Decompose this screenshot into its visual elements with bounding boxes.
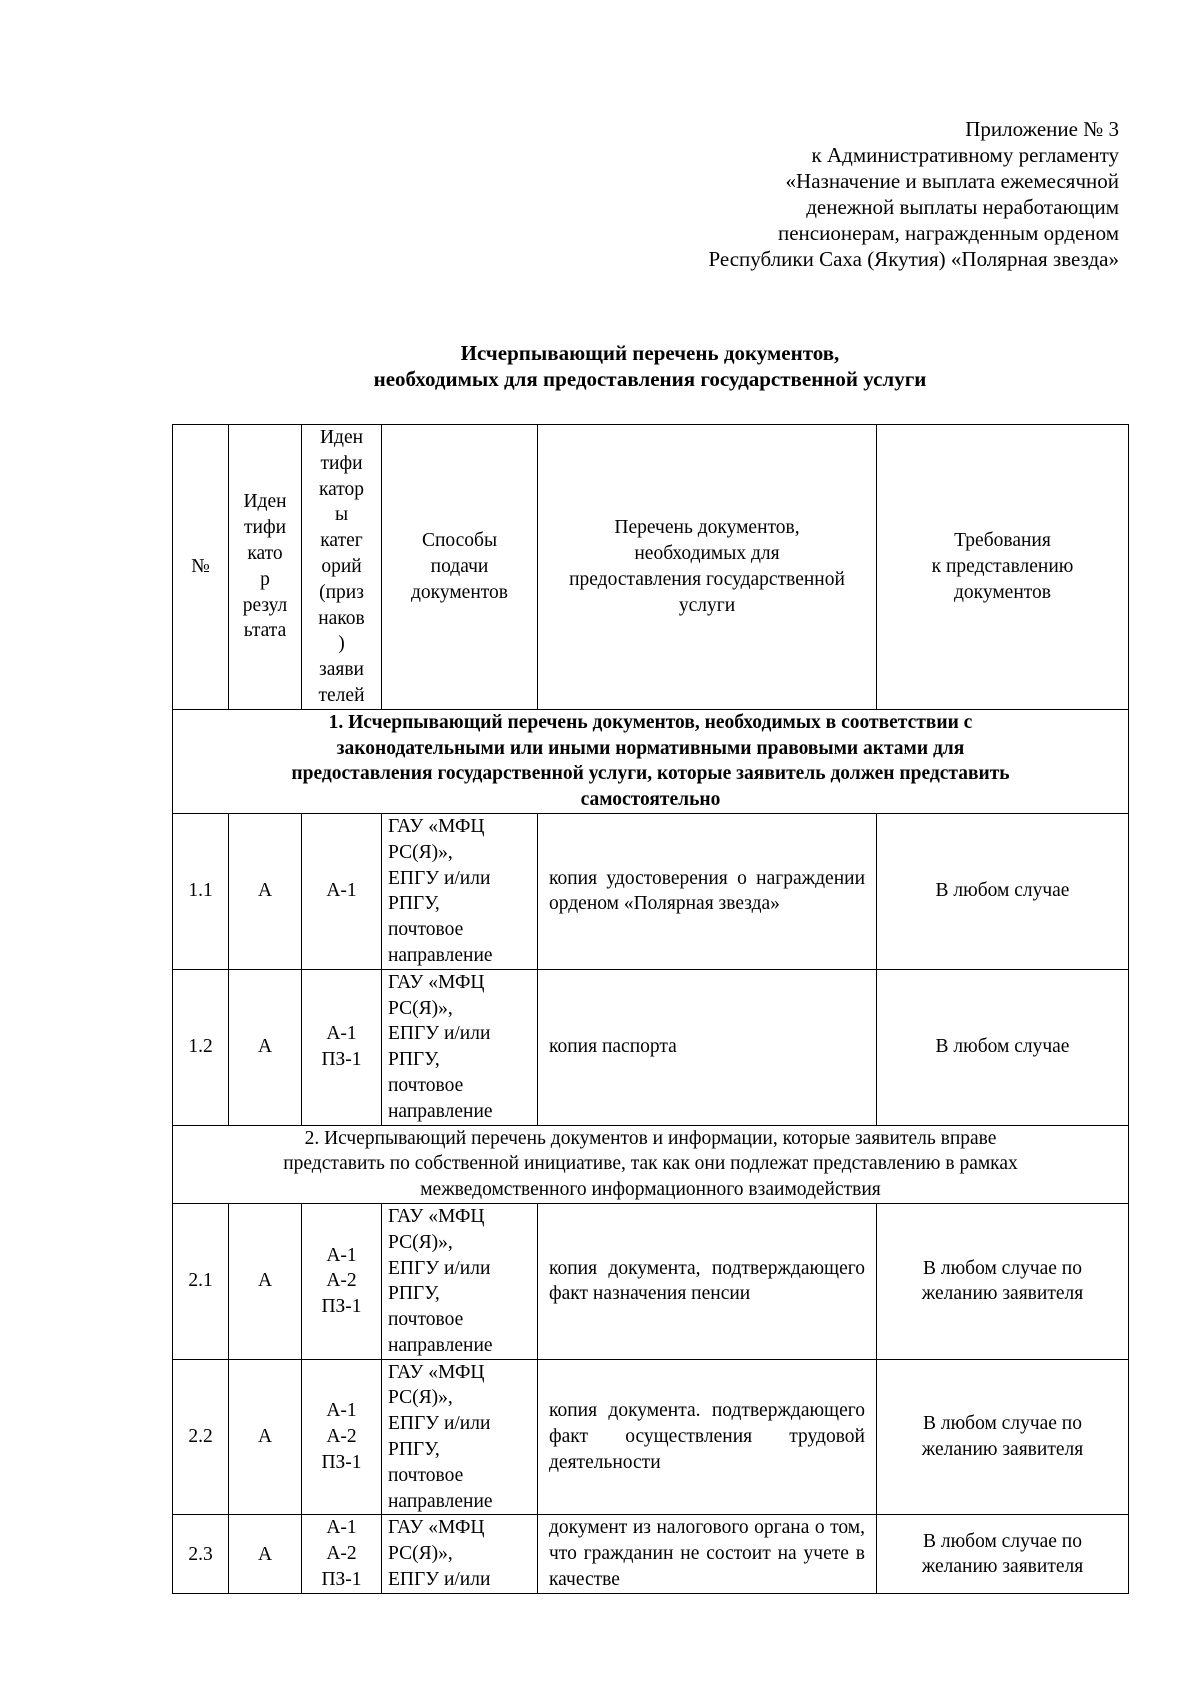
table-row: [173, 969, 1129, 1125]
appendix-line: пенсионерам, награжденным орденом: [777, 221, 1119, 245]
row-methods: ГАУ «МФЦ РС(Я)», ЕПГУ и/или: [382, 1515, 538, 1594]
header-num: №: [173, 425, 229, 710]
row-result-id: А: [229, 1515, 302, 1594]
row-document: копия удостоверения о награждении орденом «Полярная звезда»: [538, 813, 877, 969]
row-requirement: В любом случае: [877, 969, 1129, 1125]
row-category-id: А-1 А-2 ПЗ-1: [302, 1203, 382, 1359]
table-row: [173, 1203, 1129, 1359]
row-requirement: В любом случае по желанию заявителя: [877, 1515, 1129, 1594]
row-category-id: А-1 А-2 ПЗ-1: [302, 1515, 382, 1594]
appendix-line: к Административному регламенту: [811, 143, 1119, 167]
row-num: 1.2: [173, 969, 229, 1125]
header-methods: Способы подачи документов: [382, 425, 538, 710]
table-header-row: [173, 425, 1129, 710]
section-2-title: 2. Исчерпывающий перечень документов и информации, которые заявитель вправе представить по собственной инициативе, так как они подлежат представлению в рамках межведомственного информационного взаимодействия: [173, 1125, 1129, 1203]
row-result-id: А: [229, 813, 302, 969]
header-requirements: Требования к представлению документов: [877, 425, 1129, 710]
row-num: 2.2: [173, 1359, 229, 1515]
appendix-line: Приложение № 3: [965, 117, 1119, 141]
row-methods: ГАУ «МФЦ РС(Я)», ЕПГУ и/или РПГУ, почтовое направление: [382, 1359, 538, 1515]
appendix-line: Республики Саха (Якутия) «Полярная звезда»: [708, 247, 1119, 271]
title-line: необходимых для предоставления государственной услуги: [373, 367, 927, 391]
table-row: [173, 813, 1129, 969]
appendix-line: денежной выплаты неработающим: [806, 195, 1119, 219]
row-document: копия документа, подтверждающего факт назначения пенсии: [538, 1203, 877, 1359]
row-num: 1.1: [173, 813, 229, 969]
document-title: [170, 340, 1130, 392]
header-category-id: Иден тифи катор ы катег орий (приз наков ) заяви телей: [302, 425, 382, 710]
row-result-id: А: [229, 1359, 302, 1515]
row-document: копия паспорта: [538, 969, 877, 1125]
row-category-id: А-1: [302, 813, 382, 969]
section-header-row: [173, 1125, 1129, 1203]
row-num: 2.1: [173, 1203, 229, 1359]
row-document: копия документа. подтверждающего факт осуществления трудовой деятельности: [538, 1359, 877, 1515]
section-header-row: [173, 709, 1129, 813]
row-requirement: В любом случае по желанию заявителя: [877, 1203, 1129, 1359]
title-line: Исчерпывающий перечень документов,: [460, 341, 840, 365]
row-category-id: А-1 ПЗ-1: [302, 969, 382, 1125]
row-methods: ГАУ «МФЦ РС(Я)», ЕПГУ и/или РПГУ, почтовое направление: [382, 969, 538, 1125]
row-requirement: В любом случае по желанию заявителя: [877, 1359, 1129, 1515]
appendix-line: «Назначение и выплата ежемесячной: [785, 169, 1119, 193]
row-methods: ГАУ «МФЦ РС(Я)», ЕПГУ и/или РПГУ, почтовое направление: [382, 1203, 538, 1359]
row-methods: ГАУ «МФЦ РС(Я)», ЕПГУ и/или РПГУ, почтовое направление: [382, 813, 538, 969]
table-row: [173, 1359, 1129, 1515]
section-1-title: 1. Исчерпывающий перечень документов, необходимых в соответствии с законодательными или иными нормативными правовыми актами для предоставления государственной услуги, которые заявитель должен представить самостоятельно: [173, 709, 1129, 813]
table-row: [173, 1515, 1129, 1594]
row-document: документ из налогового органа о том, что гражданин не состоит на учете в качестве: [538, 1515, 877, 1594]
row-result-id: А: [229, 1203, 302, 1359]
row-result-id: А: [229, 969, 302, 1125]
row-category-id: А-1 А-2 ПЗ-1: [302, 1359, 382, 1515]
header-documents: Перечень документов, необходимых для предоставления государственной услуги: [538, 425, 877, 710]
appendix-reference: [708, 116, 1119, 272]
row-num: 2.3: [173, 1515, 229, 1594]
header-result-id: Иден тифи като р резул ьтата: [229, 425, 302, 710]
row-requirement: В любом случае: [877, 813, 1129, 969]
documents-table: [172, 424, 1129, 1594]
